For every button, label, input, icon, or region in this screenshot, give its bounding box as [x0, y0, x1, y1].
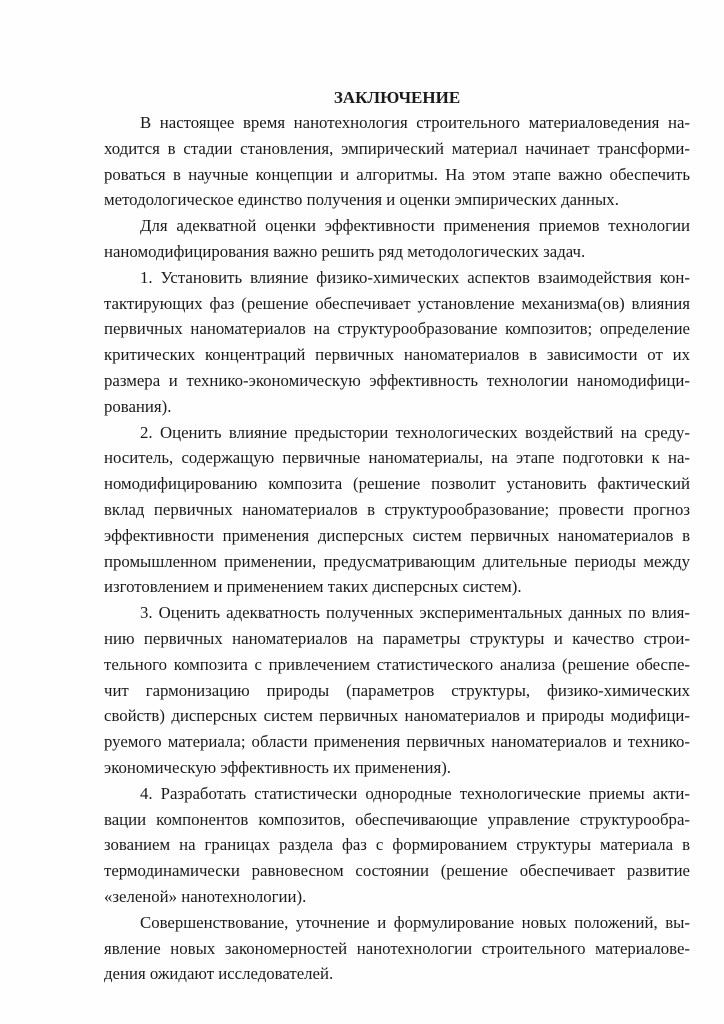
text-line: экономическую эффективность их применения).	[104, 757, 452, 777]
paragraph	[104, 781, 690, 910]
text-line: 2. Оценить влияние предыстории технологических воздействий на среду-	[140, 422, 690, 442]
text-line: роваться в научные концепции и алгоритмы. На этом этапе важно обеспечить	[104, 164, 690, 184]
text-line: ходится в стадии становления, эмпирический материал начинает трансформи-	[104, 138, 690, 158]
text-line: Совершенствование, уточнение и формулирование новых положений, вы-	[140, 912, 690, 932]
text-line: наномодифицирования важно решить ряд методологических задач.	[104, 241, 586, 261]
paragraph	[104, 600, 690, 781]
text-line: «зеленой» нанотехнологии).	[104, 886, 307, 906]
text-line: явление новых закономерностей нанотехнологии строительного материалове-	[104, 938, 690, 958]
paragraph	[104, 420, 690, 601]
text-line: руемого материала; области применения первичных наноматериалов и технико-	[104, 732, 690, 752]
text-line: 3. Оценить адекватность полученных экспериментальных данных по влия-	[140, 603, 690, 623]
text-line: нию первичных наноматериалов на параметры структуры и качество строи-	[104, 628, 690, 648]
text-line: тактирующих фаз (решение обеспечивает установление механизма(ов) влияния	[104, 293, 690, 313]
text-line: В настоящее время нанотехнология строительного материаловедения на-	[140, 113, 690, 132]
paragraph	[104, 910, 690, 987]
text-line: первичных наноматериалов на структурообразование композитов; определение	[104, 319, 690, 339]
page-title: ЗАКЛЮЧЕНИЕ	[333, 88, 461, 107]
text-line: размера и технико-экономическую эффективность технологии наномодифици-	[104, 370, 690, 390]
text-line: промышленном применении, предусматривающим длительные периоды между	[104, 551, 690, 571]
paragraph	[104, 265, 690, 420]
text-line: дения ожидают исследователей.	[104, 964, 334, 984]
text-line: критических концентраций первичных наноматериалов в зависимости от их	[104, 345, 690, 365]
text-line: термодинамически равновесном состоянии (решение обеспечивает развитие	[104, 861, 690, 881]
text-line: рования).	[104, 396, 172, 416]
text-line: носитель, содержащую первичные наноматериалы, на этапе подготовки к на-	[104, 448, 690, 468]
text-line: методологическое единство получения и оценки эмпирических данных.	[104, 190, 619, 210]
document-body	[104, 110, 690, 987]
text-line: чит гармонизацию природы (параметров структуры, физико-химических	[104, 680, 690, 700]
text-line: тельного композита с привлечением статистического анализа (решение обеспе-	[104, 654, 690, 674]
text-line: зованием на границах раздела фаз с формированием структуры материала в	[104, 835, 690, 855]
text-line: Для адекватной оценки эффективности применения приемов технологии	[140, 216, 690, 236]
text-line: 1. Установить влияние физико-химических аспектов взаимодействия кон-	[140, 267, 690, 287]
text-line: 4. Разработать статистически однородные технологические приемы акти-	[140, 783, 690, 803]
paragraph	[104, 110, 690, 213]
paragraph	[104, 213, 690, 265]
text-line: изготовлением и применением таких дисперсных систем).	[104, 577, 522, 597]
text-line: свойств) дисперсных систем первичных наноматериалов и природы модифици-	[104, 706, 690, 726]
text-line: вации компонентов композитов, обеспечивающие управление структурообра-	[104, 809, 690, 829]
text-line: эффективности применения дисперсных систем первичных наноматериалов в	[104, 525, 690, 545]
text-line: вклад первичных наноматериалов в структурообразование; провести прогноз	[104, 499, 690, 519]
document-page	[104, 86, 690, 987]
text-line: номодифицированию композита (решение позволит установить фактический	[104, 474, 690, 494]
